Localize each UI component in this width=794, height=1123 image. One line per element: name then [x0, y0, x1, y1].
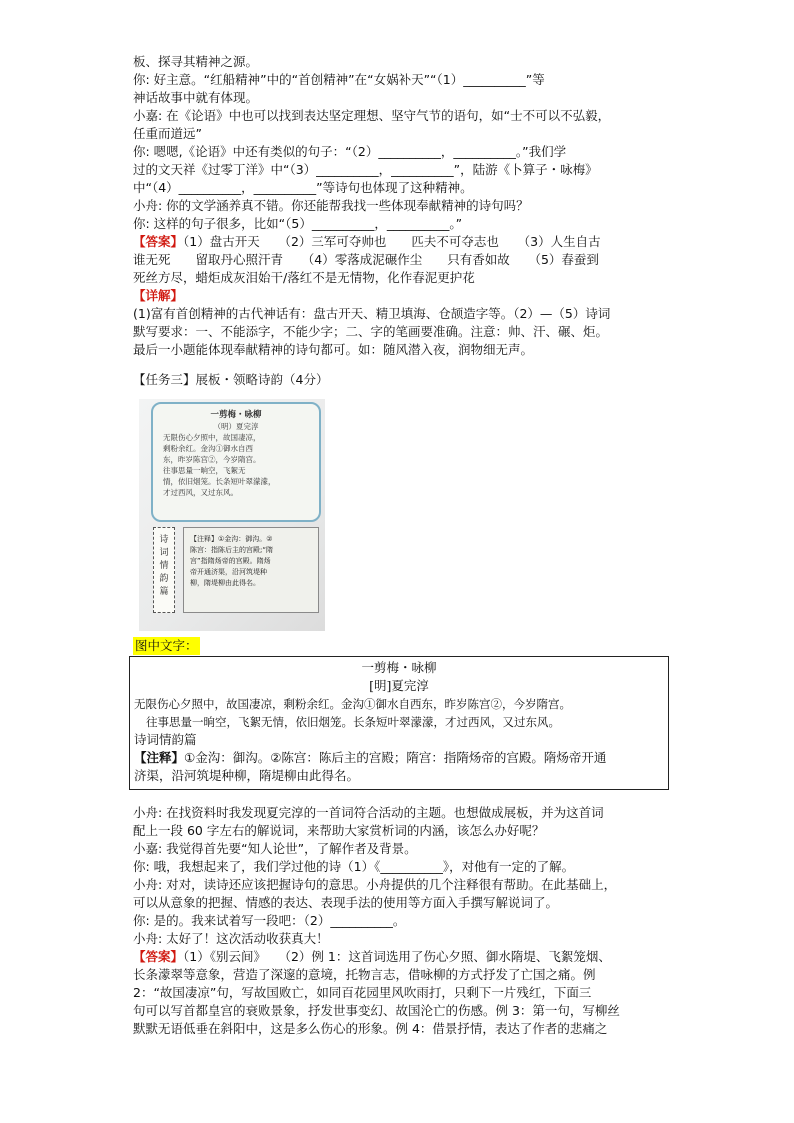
- poem-card-line: 往事思量一晌空，飞絮无: [163, 466, 246, 475]
- text-line: 小舟: 在找资料时我发现夏完淳的一首词符合活动的主题。也想做成展板，并为这首词: [133, 805, 604, 820]
- detail-block-1: [133, 287, 663, 359]
- text-line: 神话故事中就有体现。: [133, 90, 259, 105]
- answer-label: 【答案】: [133, 949, 184, 964]
- note-line: 【注释】①金沟：御沟。②: [190, 535, 273, 543]
- answer-text: （1）盘古开天 （2）三军可夺帅也 匹夫不可夺志也 （3）人生自古: [183, 234, 601, 249]
- text-line: 过的文天祥《过零丁洋》中“（3）__________，__________”，陆游《卜算子・咏梅》: [133, 162, 598, 177]
- box-title: 一剪梅・咏柳: [361, 660, 437, 675]
- answer-text: 谁无死 留取丹心照汗青 （4）零落成泥碾作尘 只有香如故 （5）春蚕到: [133, 252, 599, 267]
- box-author: [明]夏完淳: [369, 678, 429, 693]
- answer-text: 默默无语低垂在斜阳中，这是多么伤心的形象。例 4：借景抒情，表达了作者的悲痛之: [133, 1021, 608, 1036]
- text-line: 任重而道远”: [133, 126, 202, 141]
- tag-char: 词: [159, 548, 169, 558]
- text-line: 小舟: 对对，读诗还应该把握诗句的意思。小舟提供的几个注释很有帮助。在此基础上，: [133, 877, 617, 892]
- note-line: 柳，隋堤柳由此得名。: [190, 579, 260, 587]
- answer-text: 2：“故国凄凉”句，写故国败亡，如同百花园里风吹雨打，只剩下一片残红，下面三: [133, 985, 592, 1000]
- text-line: 你: 是的。我来试着写一段吧：（2）__________。: [133, 913, 406, 928]
- text-line: 板、探寻其精神之源。: [133, 54, 259, 69]
- box-note-text: ①金沟：御沟。②陈宫：陈后主的宫殿；隋宫：指隋炀帝的宫殿。隋炀帝开通: [184, 750, 607, 765]
- text-line: 你: 嗯嗯,《论语》中还有类似的句子：“（2）__________，__________。”我们学: [133, 144, 567, 159]
- box-poem-line: 无限伤心夕照中，故国凄凉，剩粉余红。金沟①御水自西东，昨岁陈宫②，今岁隋宫。: [134, 697, 571, 711]
- box-note-text: 济渠，沿河筑堤种柳，隋堤柳由此得名。: [134, 768, 360, 783]
- detail-text: (1)富有首创精神的古代神话有：盘古开天、精卫填海、仓颉造字等。（2）—（5）诗词: [133, 306, 611, 321]
- note-line: 帝开通济渠，沿河筑堤种: [190, 568, 267, 576]
- text-line: 小舟: 太好了！这次活动收获真大！: [133, 931, 329, 946]
- poem-note-card: [183, 527, 319, 613]
- task-three-heading: 【任务三】展板・领略诗韵（4分）: [133, 372, 329, 387]
- box-note-label: 【注释】: [134, 750, 185, 765]
- answer-label: 【答案】: [133, 234, 184, 249]
- text-line: 中“（4）__________，__________”等诗句也体现了这种精神。: [133, 180, 473, 195]
- tag-char: 韵: [159, 574, 169, 584]
- tag-char: 诗: [159, 535, 169, 545]
- note-line: 陈宫：指陈后主的宫殿;“隋: [190, 546, 273, 554]
- text-line: 小嘉: 在《论语》中也可以找到表达坚定理想、坚守气节的语句，如“士不可以不弘毅，: [133, 108, 611, 123]
- figure-text-label: 图中文字：: [135, 638, 198, 653]
- document-page: [133, 53, 663, 1038]
- poem-card-line: 情，依旧烟笼。长条短叶翠濛濛，: [163, 477, 276, 486]
- answer-block-1: [133, 233, 663, 287]
- text-line: 小嘉: 我觉得首先要“知人论世”，了解作者及背景。: [133, 841, 417, 856]
- answer-text: 长条濛翠等意象，营造了深邃的意境，托物言志，借咏柳的方式抒发了亡国之痛。例: [133, 967, 596, 982]
- transcribed-poem-box: [129, 656, 669, 790]
- text-line: 配上一段 60 字左右的解说词，来帮助大家赏析词的内涵，该怎么办好呢？: [133, 823, 545, 838]
- poem-card: [151, 402, 321, 522]
- text-line: 你: 好主意。“红船精神”中的“首创精神”在“女娲补天”“（1）__________”等: [133, 72, 545, 87]
- text-line: 你: 这样的句子很多，比如“（5）__________，__________。”: [133, 216, 463, 231]
- detail-text: 默写要求：一、不能添字，不能少字；二、字的笔画要准确。注意：帅、汗、碾、炬。: [133, 324, 609, 339]
- note-line: 宫”指隋炀帝的宫殿。隋炀: [190, 557, 271, 565]
- poem-section-tag: [153, 527, 175, 613]
- answer-text: 死丝方尽，蜡炬成灰泪始干/落红不是无情物，化作春泥更护花: [133, 270, 475, 285]
- box-section: 诗词情韵篇: [134, 732, 197, 747]
- poem-card-title: 一剪梅・咏柳: [210, 410, 262, 420]
- answer-text: （1）《别云间》 （2）例 1：这首词选用了伤心夕照、御水隋堤、飞絮笼烟、: [183, 949, 611, 964]
- poem-card-line: 才过西风，又过东风。: [163, 488, 238, 497]
- detail-label: 【详解】: [133, 288, 184, 303]
- tag-char: 情: [159, 561, 169, 571]
- poem-board-image: [139, 399, 325, 631]
- poem-card-author: （明）夏完淳: [213, 422, 259, 431]
- answer-text: 句可以写首都皇宫的衰败景象，抒发世事变幻、故国沦亡的伤感。例 3：第一句，写柳丝: [133, 1003, 620, 1018]
- poem-card-line: 东，昨岁陈宫②，今岁隋宫。: [163, 455, 261, 464]
- intro-dialog: [133, 53, 663, 233]
- dialog-block-2: [133, 804, 663, 948]
- text-line: 你: 哦，我想起来了，我们学过他的诗（1）《__________》，对他有一定的了解。: [133, 859, 575, 874]
- poem-card-line: 剩粉余红。金沟①御水自西: [163, 444, 253, 453]
- poem-card-line: 无限伤心夕照中，故国凄凉，: [163, 433, 261, 442]
- text-line: 可以从意象的把握、情感的表达、表现手法的使用等方面入手撰写解说词了。: [133, 895, 559, 910]
- detail-text: 最后一小题能体现奉献精神的诗句都可。如：随风潜入夜，润物细无声。: [133, 342, 534, 357]
- answer-block-2: [133, 948, 663, 1038]
- tag-char: 篇: [159, 587, 169, 597]
- text-line: 小舟: 你的文学涵养真不错。你还能帮我找一些体现奉献精神的诗句吗？: [133, 198, 529, 213]
- box-poem-line: 往事思量一晌空，飞絮无情，依旧烟笼。长条短叶翠濛濛，才过西风，又过东风。: [146, 715, 560, 729]
